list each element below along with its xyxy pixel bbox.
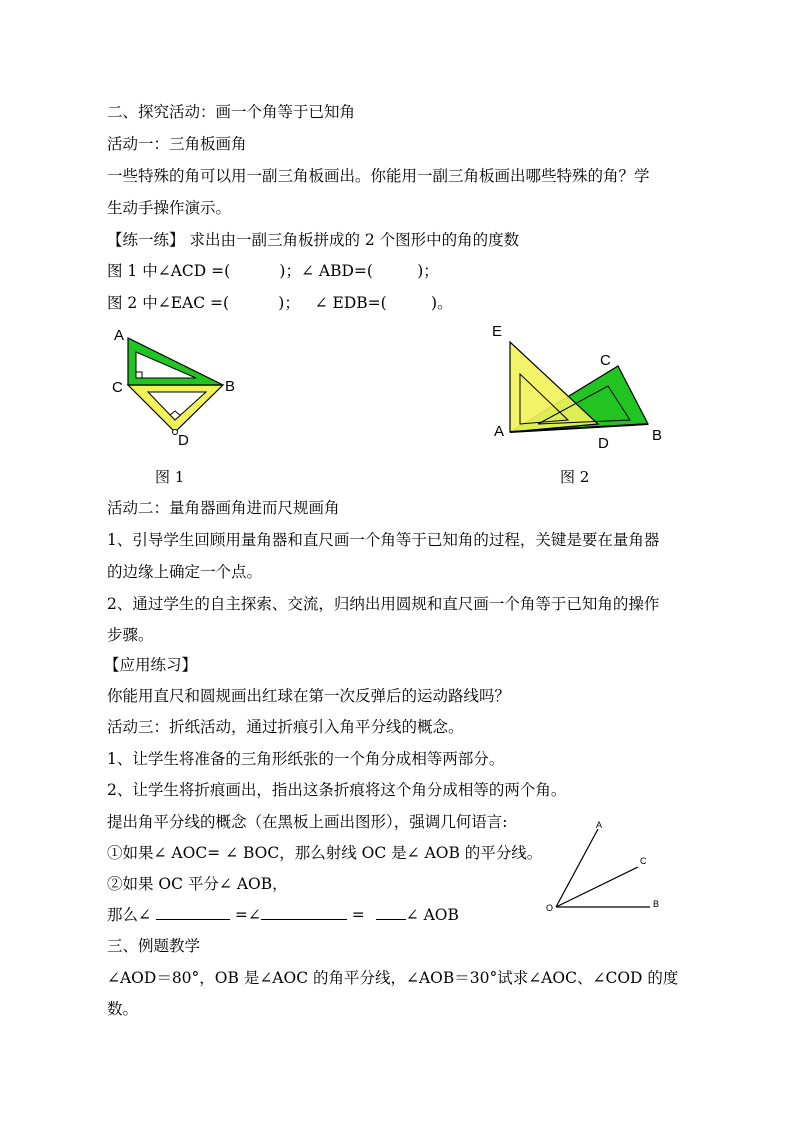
ray-oc (556, 867, 638, 907)
section2-title: 二、探究活动：画一个角等于已知角 (107, 103, 356, 121)
figure-2-caption: 图 2 (560, 468, 590, 486)
figure-2 (488, 316, 678, 456)
fig1-label-c: C (112, 379, 123, 396)
activity2-title: 活动二：量角器画角进而尺规画角 (107, 499, 340, 517)
fig2-label-e: E (492, 323, 503, 340)
activity3-title: 活动三：折纸活动，通过折痕引入角平分线的概念。 (107, 718, 464, 736)
activity2-item1-line2: 的边缘上确定一个点。 (107, 563, 263, 581)
fig1-label-b: B (225, 378, 236, 395)
example-line2: 数。 (107, 1000, 139, 1018)
fig1-label-d: D (178, 432, 189, 449)
application-heading: 【应用练习】 (104, 656, 198, 674)
activity1-para-line1: 一些特殊的角可以用一副三角板画出。你能用一副三角板画出哪些特殊的角？学 (107, 167, 650, 185)
activity1-para-line2: 生动手操作演示。 (107, 199, 232, 217)
question-fig1: 图 1 中∠ACD =( )；∠ ABD=( )； (107, 262, 439, 280)
practice-line (107, 230, 519, 250)
activity3-item1: 1、让学生将准备的三角形纸张的一个角分成相等两部分。 (107, 750, 505, 768)
fig3-label-b: B (653, 899, 660, 909)
blank-3[interactable] (376, 905, 406, 920)
fig2-label-a: A (494, 423, 505, 440)
question-fig2: 图 2 中∠EAC =( )； ∠ EDB=( )。 (107, 294, 453, 312)
section3-title: 三、例题教学 (107, 937, 201, 955)
figure-1 (108, 322, 248, 452)
activity1-title: 活动一：三角板画角 (107, 135, 247, 153)
bisector-definition-1: ①如果∠ AOC= ∠ BOC，那么射线 OC 是∠ AOB 的平分线。 (107, 844, 543, 862)
fig1-green-inner (136, 352, 196, 378)
figure-1-caption: 图 1 (155, 468, 185, 486)
activity2-item1-line1: 1、引导学生回顾用量角器和直尺画一个角等于已知角的过程，关键是要在量角器 (107, 531, 660, 549)
fig1-label-a: A (114, 327, 125, 344)
practice-text: 求出由一副三角板拼成的 2 个图形中的角的度数 (184, 231, 520, 249)
blank-1[interactable] (156, 905, 230, 920)
fig3-label-a: A (596, 820, 603, 830)
figure-3-angle-bisector (540, 815, 670, 920)
bisector-concept: 提出角平分线的概念（在黑板上画出图形），强调几何语言: (107, 813, 508, 831)
fig2-label-b: B (652, 427, 663, 444)
activity3-item2: 2、让学生将折痕画出，指出这条折痕将这个角分成相等的两个角。 (107, 781, 567, 799)
blank-2[interactable] (261, 905, 347, 920)
fig2-label-c: C (600, 352, 611, 369)
application-question: 你能用直尺和圆规画出红球在第一次反弹后的运动路线吗？ (107, 687, 511, 705)
fig3-label-c: C (640, 856, 647, 866)
ray-oa (556, 829, 598, 907)
activity2-item2-line2: 步骤。 (107, 626, 154, 644)
bisector-fill-line: 那么∠ =∠ = ∠ AOB (107, 906, 459, 924)
practice-heading: 【练一练】 (107, 231, 185, 249)
fig3-label-o: O (546, 903, 554, 913)
fig2-label-d: D (598, 435, 609, 452)
activity2-item2-line1: 2、通过学生的自主探索、交流，归纳出用圆规和直尺画一个角等于已知角的操作 (107, 595, 660, 613)
example-line1: ∠AOD＝80°，OB 是∠AOC 的角平分线，∠AOB＝30°试求∠AOC、∠COD 的度 (107, 969, 679, 987)
bisector-definition-2: ②如果 OC 平分∠ AOB， (107, 875, 288, 893)
